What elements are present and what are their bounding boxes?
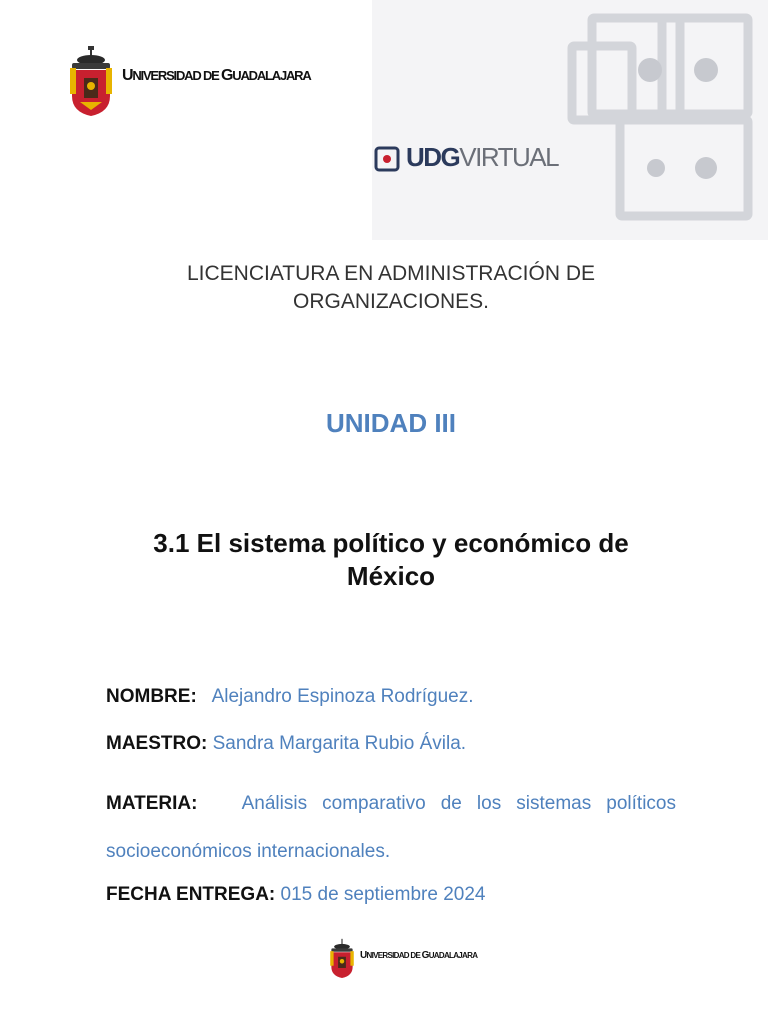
university-crest-icon xyxy=(328,938,356,980)
maestro-value: Sandra Margarita Rubio Ávila. xyxy=(212,733,467,754)
topic-title xyxy=(84,527,698,593)
udg-virtual-mark-icon xyxy=(374,146,400,172)
degree-line-2: ORGANIZACIONES. xyxy=(292,290,490,313)
materia-label: MATERIA: xyxy=(106,793,198,814)
degree-title xyxy=(84,260,698,316)
udg-text: UDG xyxy=(406,142,460,172)
unit-title: UNIDAD III xyxy=(326,408,456,438)
fecha-value: 015 de septiembre 2024 xyxy=(280,884,486,905)
footer-name-part-2: UADALAJARA xyxy=(428,951,478,960)
university-name-initial-1: U xyxy=(122,67,133,84)
university-crest-icon xyxy=(66,46,116,118)
footer-name-initial-1: U xyxy=(360,950,367,961)
materia-value: Análisis comparativo de los sistemas políticos socioeconómicos internacionales. xyxy=(106,793,676,862)
university-logo xyxy=(66,46,311,122)
field-maestro xyxy=(106,733,676,755)
footer-name-initial-2: G xyxy=(421,950,429,961)
udg-virtual-logo xyxy=(374,140,574,180)
university-logo-footer xyxy=(328,938,478,984)
field-nombre xyxy=(106,686,676,708)
nombre-value: Alejandro Espinoza Rodríguez. xyxy=(211,686,474,707)
virtual-text: VIRTUAL xyxy=(459,142,559,172)
topic-line-2: México xyxy=(346,561,436,591)
fecha-label: FECHA ENTREGA: xyxy=(106,884,276,905)
field-fecha-entrega xyxy=(106,884,676,906)
maestro-label: MAESTRO: xyxy=(106,733,208,754)
degree-line-1: LICENCIATURA EN ADMINISTRACIÓN DE xyxy=(186,262,595,285)
topic-line-1: 3.1 El sistema político y económico de xyxy=(153,528,629,558)
nombre-label: NOMBRE: xyxy=(106,686,197,707)
university-name-part-2: UADALAJARA xyxy=(232,68,311,83)
field-materia xyxy=(106,780,676,876)
footer-name-part-1: NIVERSIDAD DE xyxy=(366,951,422,960)
decorative-pattern xyxy=(372,0,768,240)
university-name-part-1: NIVERSIDAD DE xyxy=(132,68,222,83)
university-name-initial-2: G xyxy=(221,67,233,84)
